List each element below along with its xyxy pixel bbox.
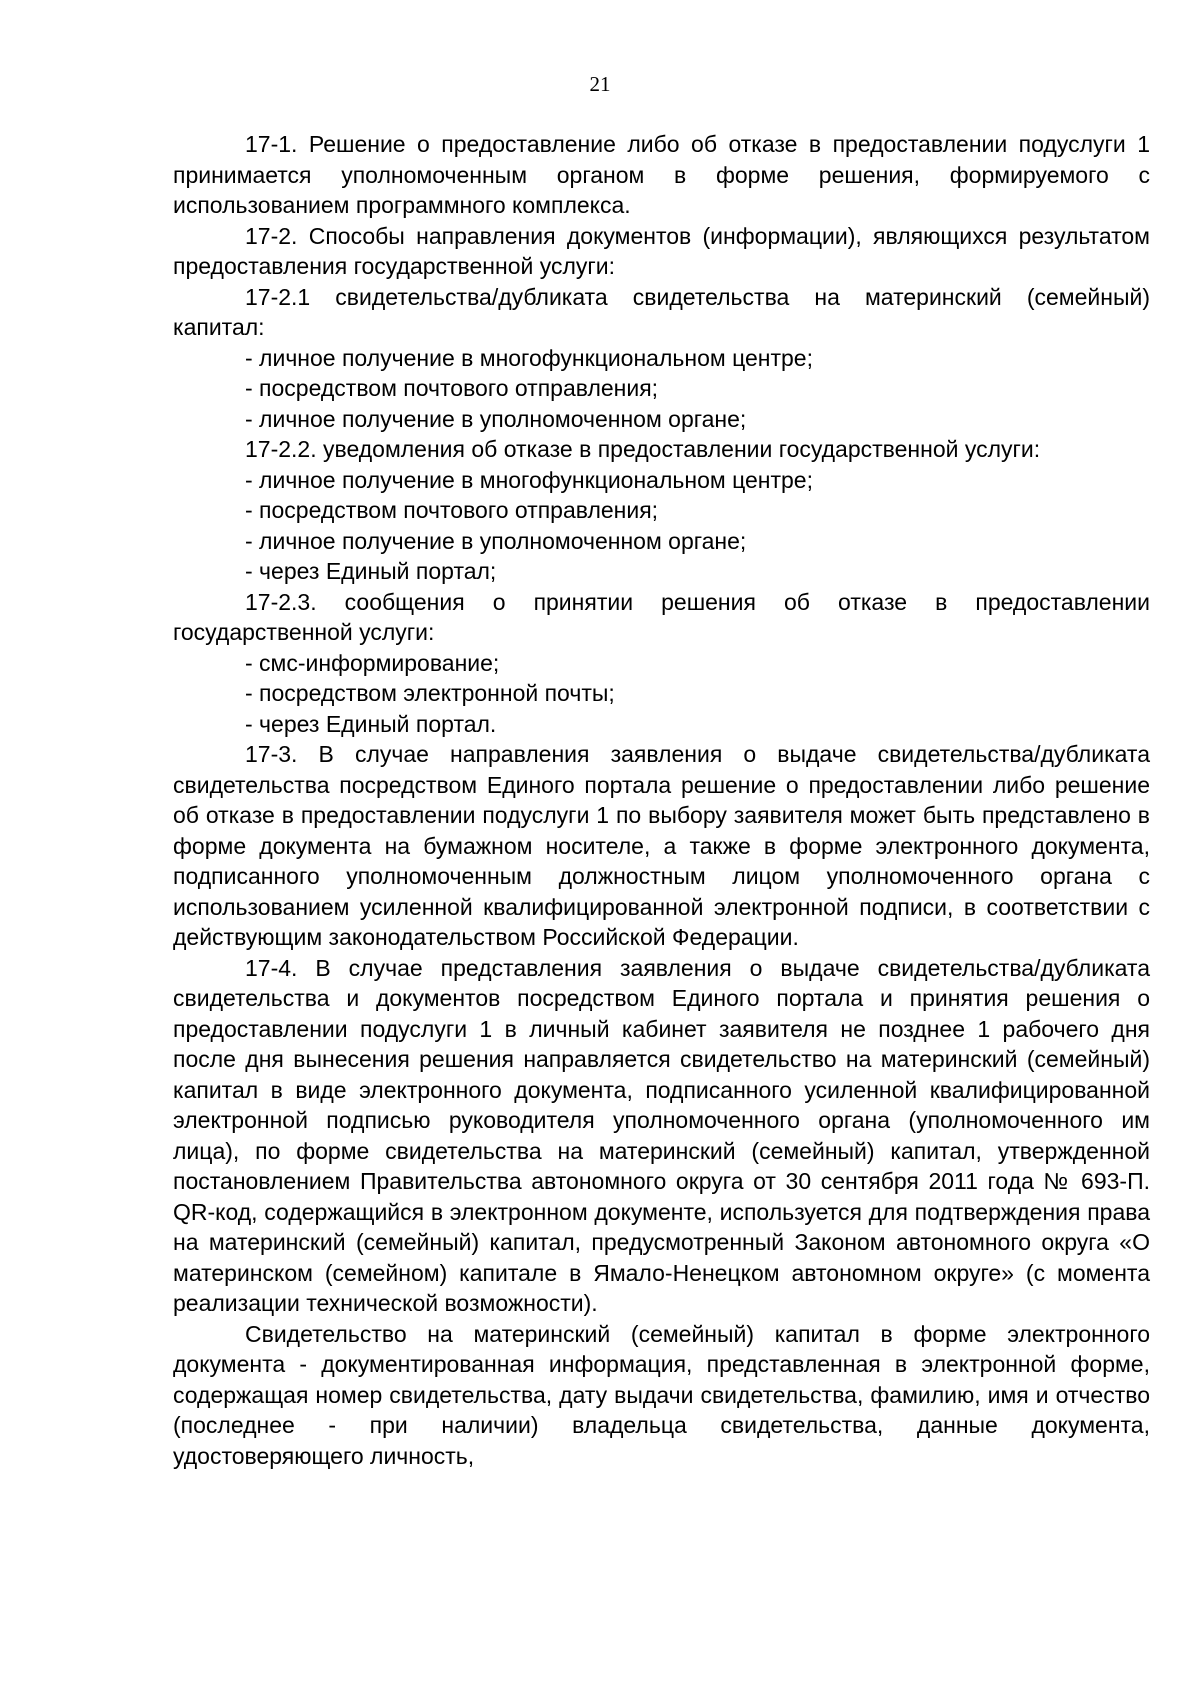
- paragraph: 17-1. Решение о предоставление либо об отказе в предоставлении подуслуги 1 принимается уполномоченным органом в форме решения, формируемого с использованием программного комплекса.: [173, 131, 1150, 218]
- paragraph: 17-2. Способы направления документов (информации), являющихся результатом предоставления государственной услуги:: [173, 222, 1150, 279]
- list-item: - личное получение в уполномоченном органе;: [245, 405, 747, 432]
- paragraph: 17-3. В случае направления заявления о выдаче свидетельства/дубликата свидетельства посредством Единого портала решение о предоставлении либо решение об отказе в предоставлении подуслуги 1 по выбору заявителя может быть представлено в форме документа на бумажном носителе, а также в форме электронного документа, подписанного уполномоченным должностным лицом уполномоченного органа с использованием усиленной квалифицированной электронной подписи, в соответствии с действующим законодательством Российской Федерации.: [173, 741, 1150, 950]
- paragraph: 17-2.3. сообщения о принятии решения об отказе в предоставлении государственной услуги:: [173, 588, 1150, 645]
- list-item: - посредством почтового отправления;: [245, 497, 659, 523]
- paragraph: 17-4. В случае представления заявления о выдаче свидетельства/дубликата свидетельства и документов посредством Единого портала и принятия решения о предоставлении подуслуги 1 в личный кабинет заявителя не позднее 1 рабочего дня после дня вынесения решения направляется свидетельство на материнский (семейный) капитал в виде электронного документа, подписанного усиленной квалифицированной электронной подписью руководителя уполномоченного органа (уполномоченного им лица), по форме свидетельства на материнский (семейный) капитал, утвержденной постановлением Правительства автономного округа от 30 сентября 2011 года № 693-П. QR-код, содержащийся в электронном документе, используется для подтверждения права на материнский (семейный) капитал, предусмотренный Законом автономного округа «О материнском (семейном) капитале в Ямало-Ненецком автономном округе» (с момента реализации технической возможности).: [173, 954, 1150, 1316]
- page-number: 21: [589, 72, 611, 96]
- list-item: - посредством электронной почты;: [245, 680, 615, 706]
- list-item: - через Единый портал;: [245, 558, 497, 584]
- paragraph: Свидетельство на материнский (семейный) капитал в форме электронного документа - документированная информация, представленная в электронной форме, содержащая номер свидетельства, дату выдачи свидетельства, фамилию, имя и отчество (последнее - при наличии) владельца свидетельства, данные документа, удостоверяющего личность,: [173, 1320, 1150, 1469]
- list-item: - личное получение в уполномоченном органе;: [245, 527, 747, 554]
- list-item: - смс-информирование;: [245, 649, 500, 676]
- list-item: - личное получение в многофункциональном центре;: [245, 344, 813, 371]
- list-item: - через Единый портал.: [245, 710, 497, 737]
- list-item: - личное получение в многофункциональном центре;: [245, 466, 813, 493]
- paragraph: 17-2.1 свидетельства/дубликата свидетельства на материнский (семейный) капитал:: [173, 283, 1150, 340]
- document-body: [173, 129, 1150, 1471]
- list-item: - посредством почтового отправления;: [245, 375, 659, 401]
- paragraph: 17-2.2. уведомления об отказе в предоставлении государственной услуги:: [245, 436, 1041, 462]
